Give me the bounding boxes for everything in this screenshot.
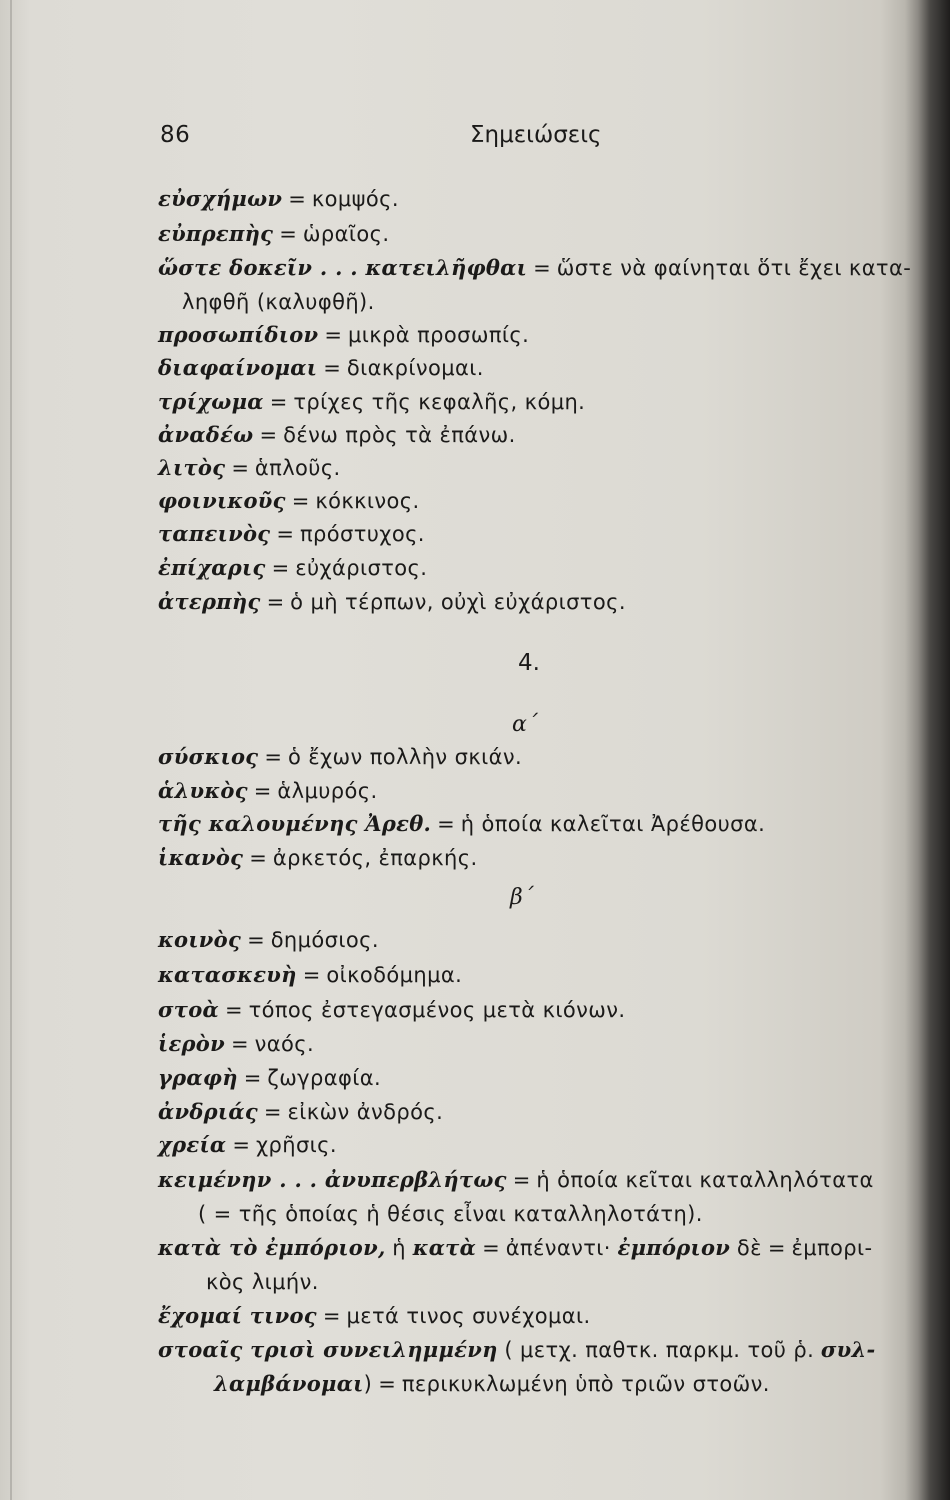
glossary-entry xyxy=(158,1301,591,1331)
entry-term: στοὰ xyxy=(158,997,219,1022)
entry-gloss: περικυκλωμένη ὑπὸ τριῶν στοῶν. xyxy=(401,1372,770,1396)
equals-sign: = xyxy=(288,187,306,211)
entry-gloss: ὁ ἔχων πολλὴν σκιάν. xyxy=(287,745,523,769)
continuation-text: ληφθῆ (καλυφθῆ). xyxy=(182,290,375,314)
equals-sign: = xyxy=(482,1236,500,1260)
continuation-text: ( = τῆς ὁποίας ἡ θέσις εἶναι καταλληλοτάτη). xyxy=(198,1202,703,1226)
entry-gloss: ναός. xyxy=(254,1032,315,1056)
entry-gloss: ὥστε νὰ φαίνηται ὅτι ἔχει κατα- xyxy=(556,256,912,280)
entry-term: ταπεινὸς xyxy=(158,521,271,546)
entry-gloss: δημόσιος. xyxy=(270,928,379,952)
entry-gloss: χρῆσις. xyxy=(255,1133,337,1157)
entry-gloss: ἡ ὁποία καλεῖται Ἀρέθουσα. xyxy=(460,812,766,836)
entry-term-tertiary: ἐμπόριον xyxy=(617,1235,731,1260)
equals-sign: = xyxy=(276,522,294,546)
entry-term: εὐσχήμων xyxy=(158,186,283,211)
entry-term: κειμένην . . . ἀνυπερβλήτως xyxy=(158,1167,507,1192)
entry-term: ἱκανὸς xyxy=(158,845,244,870)
entry-gloss: ( μετχ. παθτκ. παρκμ. τοῦ ῥ. xyxy=(504,1338,815,1362)
equals-sign: = xyxy=(232,1133,250,1157)
entry-gloss: τόπος ἐστεγασμένος μετὰ κιόνων. xyxy=(248,998,626,1022)
entry-gloss: ὡραῖος. xyxy=(302,222,390,246)
entry-term: εὐπρεπὴς xyxy=(158,221,274,246)
entry-gloss: κομψός. xyxy=(311,187,399,211)
entry-term-secondary: συλ- xyxy=(820,1337,876,1362)
glossary-entry xyxy=(158,1029,314,1059)
glossary-entry xyxy=(158,219,389,249)
entry-term: ἀναδέω xyxy=(158,422,254,447)
equals-sign: = xyxy=(269,390,288,414)
continuation-text: κὸς λιμήν. xyxy=(206,1270,319,1294)
equals-sign: = xyxy=(259,423,278,447)
entry-gloss: ἁπλοῦς. xyxy=(254,456,341,480)
entry-gloss-particle: δὲ xyxy=(736,1236,762,1260)
entry-term: γραφὴ xyxy=(158,1065,238,1090)
glossary-entry xyxy=(158,553,427,583)
entry-term: τρίχωμα xyxy=(158,389,264,414)
entry-gloss: ἀπέναντι· xyxy=(505,1236,611,1260)
glossary-entry xyxy=(158,843,478,873)
equals-sign: = xyxy=(271,556,290,580)
entry-gloss: μικρὰ προσωπίς. xyxy=(348,323,530,347)
entry-gloss: διακρίνομαι. xyxy=(346,356,484,380)
entry-term: ἀνδριάς xyxy=(158,1099,258,1124)
equals-sign: = xyxy=(291,489,310,513)
glossary-entry xyxy=(158,809,765,839)
entry-gloss: τρίχες τῆς κεφαλῆς, κόμη. xyxy=(293,390,586,414)
glossary-entry xyxy=(158,253,911,283)
entry-continuation xyxy=(198,1199,703,1229)
equals-sign: = xyxy=(767,1236,786,1260)
entry-term: λιτὸς xyxy=(158,455,226,480)
entry-term: στοαῖς τρισὶ συνειλημμένη xyxy=(158,1337,498,1362)
entry-term: κατὰ τὸ ἐμπόριον, xyxy=(158,1235,386,1260)
entry-gloss: εἰκὼν ἀνδρός. xyxy=(287,1100,444,1124)
equals-sign: = xyxy=(323,356,341,380)
glossary-entry xyxy=(158,925,379,955)
entry-gloss: ἀρκετός, ἐπαρκής. xyxy=(272,846,478,870)
entry-term: ὥστε δοκεῖν . . . κατειλῆφθαι xyxy=(158,255,528,280)
entry-gloss: οἰκοδόμημα. xyxy=(326,963,463,987)
entry-term: σύσκιος xyxy=(158,744,259,769)
entry-term: ἱερὸν xyxy=(158,1031,225,1056)
entry-term: κατασκευὴ xyxy=(158,962,297,987)
equals-sign: = xyxy=(253,779,272,803)
glossary-entry xyxy=(158,453,341,483)
entry-term: ἀτερπὴς xyxy=(158,589,261,614)
entry-gloss: πρόστυχος. xyxy=(299,522,425,546)
entry-continuation xyxy=(182,287,375,317)
entry-term: τῆς καλουμένης Ἀρεθ. xyxy=(158,811,432,836)
glossary-entry xyxy=(158,1130,337,1160)
entry-term: διαφαίνομαι xyxy=(158,355,318,380)
entry-gloss: μετά τινος συνέχομαι. xyxy=(346,1304,591,1328)
entry-term: λαμβάνομαι xyxy=(214,1371,364,1396)
page-edge-line xyxy=(10,0,12,1500)
subsection-beta-heading: β΄ xyxy=(510,885,534,910)
page-number: 86 xyxy=(160,122,191,148)
entry-gloss: ζωγραφία. xyxy=(267,1066,382,1090)
entry-gloss: ἁλμυρός. xyxy=(277,779,378,803)
glossary-entry xyxy=(158,960,462,990)
entry-term: ἐπίχαρις xyxy=(158,555,266,580)
equals-sign: = xyxy=(437,812,455,836)
entry-term: κοινὸς xyxy=(158,927,242,952)
glossary-entry xyxy=(158,1097,443,1127)
glossary-entry xyxy=(158,587,626,617)
glossary-entry xyxy=(158,353,484,383)
entry-continuation xyxy=(206,1267,319,1297)
equals-sign: = xyxy=(243,1066,262,1090)
glossary-entry xyxy=(158,776,378,806)
glossary-entry xyxy=(158,1335,876,1365)
glossary-entry xyxy=(158,1233,873,1263)
equals-sign: = xyxy=(264,745,282,769)
entry-gloss: κόκκινος. xyxy=(315,489,420,513)
entry-gloss: εὐχάριστος. xyxy=(295,556,428,580)
equals-sign: = xyxy=(378,1372,396,1396)
glossary-entry xyxy=(158,995,625,1025)
equals-sign: = xyxy=(324,323,343,347)
entry-gloss-paren: ) xyxy=(363,1372,373,1396)
entry-gloss-article: ἡ xyxy=(392,1236,406,1260)
glossary-entry xyxy=(158,1063,381,1093)
entry-gloss: ἡ ὁποία κεῖται καταλληλότατα xyxy=(536,1168,874,1192)
subsection-alpha-heading: α΄ xyxy=(512,712,538,737)
entry-gloss-continued: ἐμπορι- xyxy=(791,1236,873,1260)
glossary-entry xyxy=(214,1369,770,1399)
equals-sign: = xyxy=(266,590,285,614)
entry-gloss: ὁ μὴ τέρπων, οὐχὶ εὐχάριστος. xyxy=(290,590,626,614)
entry-term: ἁλυκὸς xyxy=(158,778,248,803)
entry-term-secondary: κατὰ xyxy=(412,1235,477,1260)
glossary-entry xyxy=(158,486,420,516)
entry-term: ἔχομαί τινος xyxy=(158,1303,317,1328)
glossary-entry xyxy=(158,320,529,350)
equals-sign: = xyxy=(302,963,321,987)
equals-sign: = xyxy=(263,1100,282,1124)
entry-gloss: δένω πρὸς τὰ ἐπάνω. xyxy=(283,423,516,447)
equals-sign: = xyxy=(247,928,265,952)
glossary-entry xyxy=(158,184,399,214)
entry-term: χρεία xyxy=(158,1132,227,1157)
equals-sign: = xyxy=(231,456,249,480)
equals-sign: = xyxy=(230,1032,249,1056)
section-number: 4. xyxy=(518,650,540,676)
glossary-entry xyxy=(158,519,425,549)
equals-sign: = xyxy=(224,998,243,1022)
equals-sign: = xyxy=(512,1168,531,1192)
glossary-entry xyxy=(158,742,522,772)
glossary-entry xyxy=(158,387,585,417)
equals-sign: = xyxy=(279,222,297,246)
glossary-entry xyxy=(158,420,516,450)
equals-sign: = xyxy=(249,846,267,870)
entry-term: προσωπίδιον xyxy=(158,322,319,347)
equals-sign: = xyxy=(533,256,551,280)
glossary-entry xyxy=(158,1165,874,1195)
equals-sign: = xyxy=(322,1304,341,1328)
running-title: Σημειώσεις xyxy=(470,122,602,148)
entry-term: φοινικοῦς xyxy=(158,488,286,513)
